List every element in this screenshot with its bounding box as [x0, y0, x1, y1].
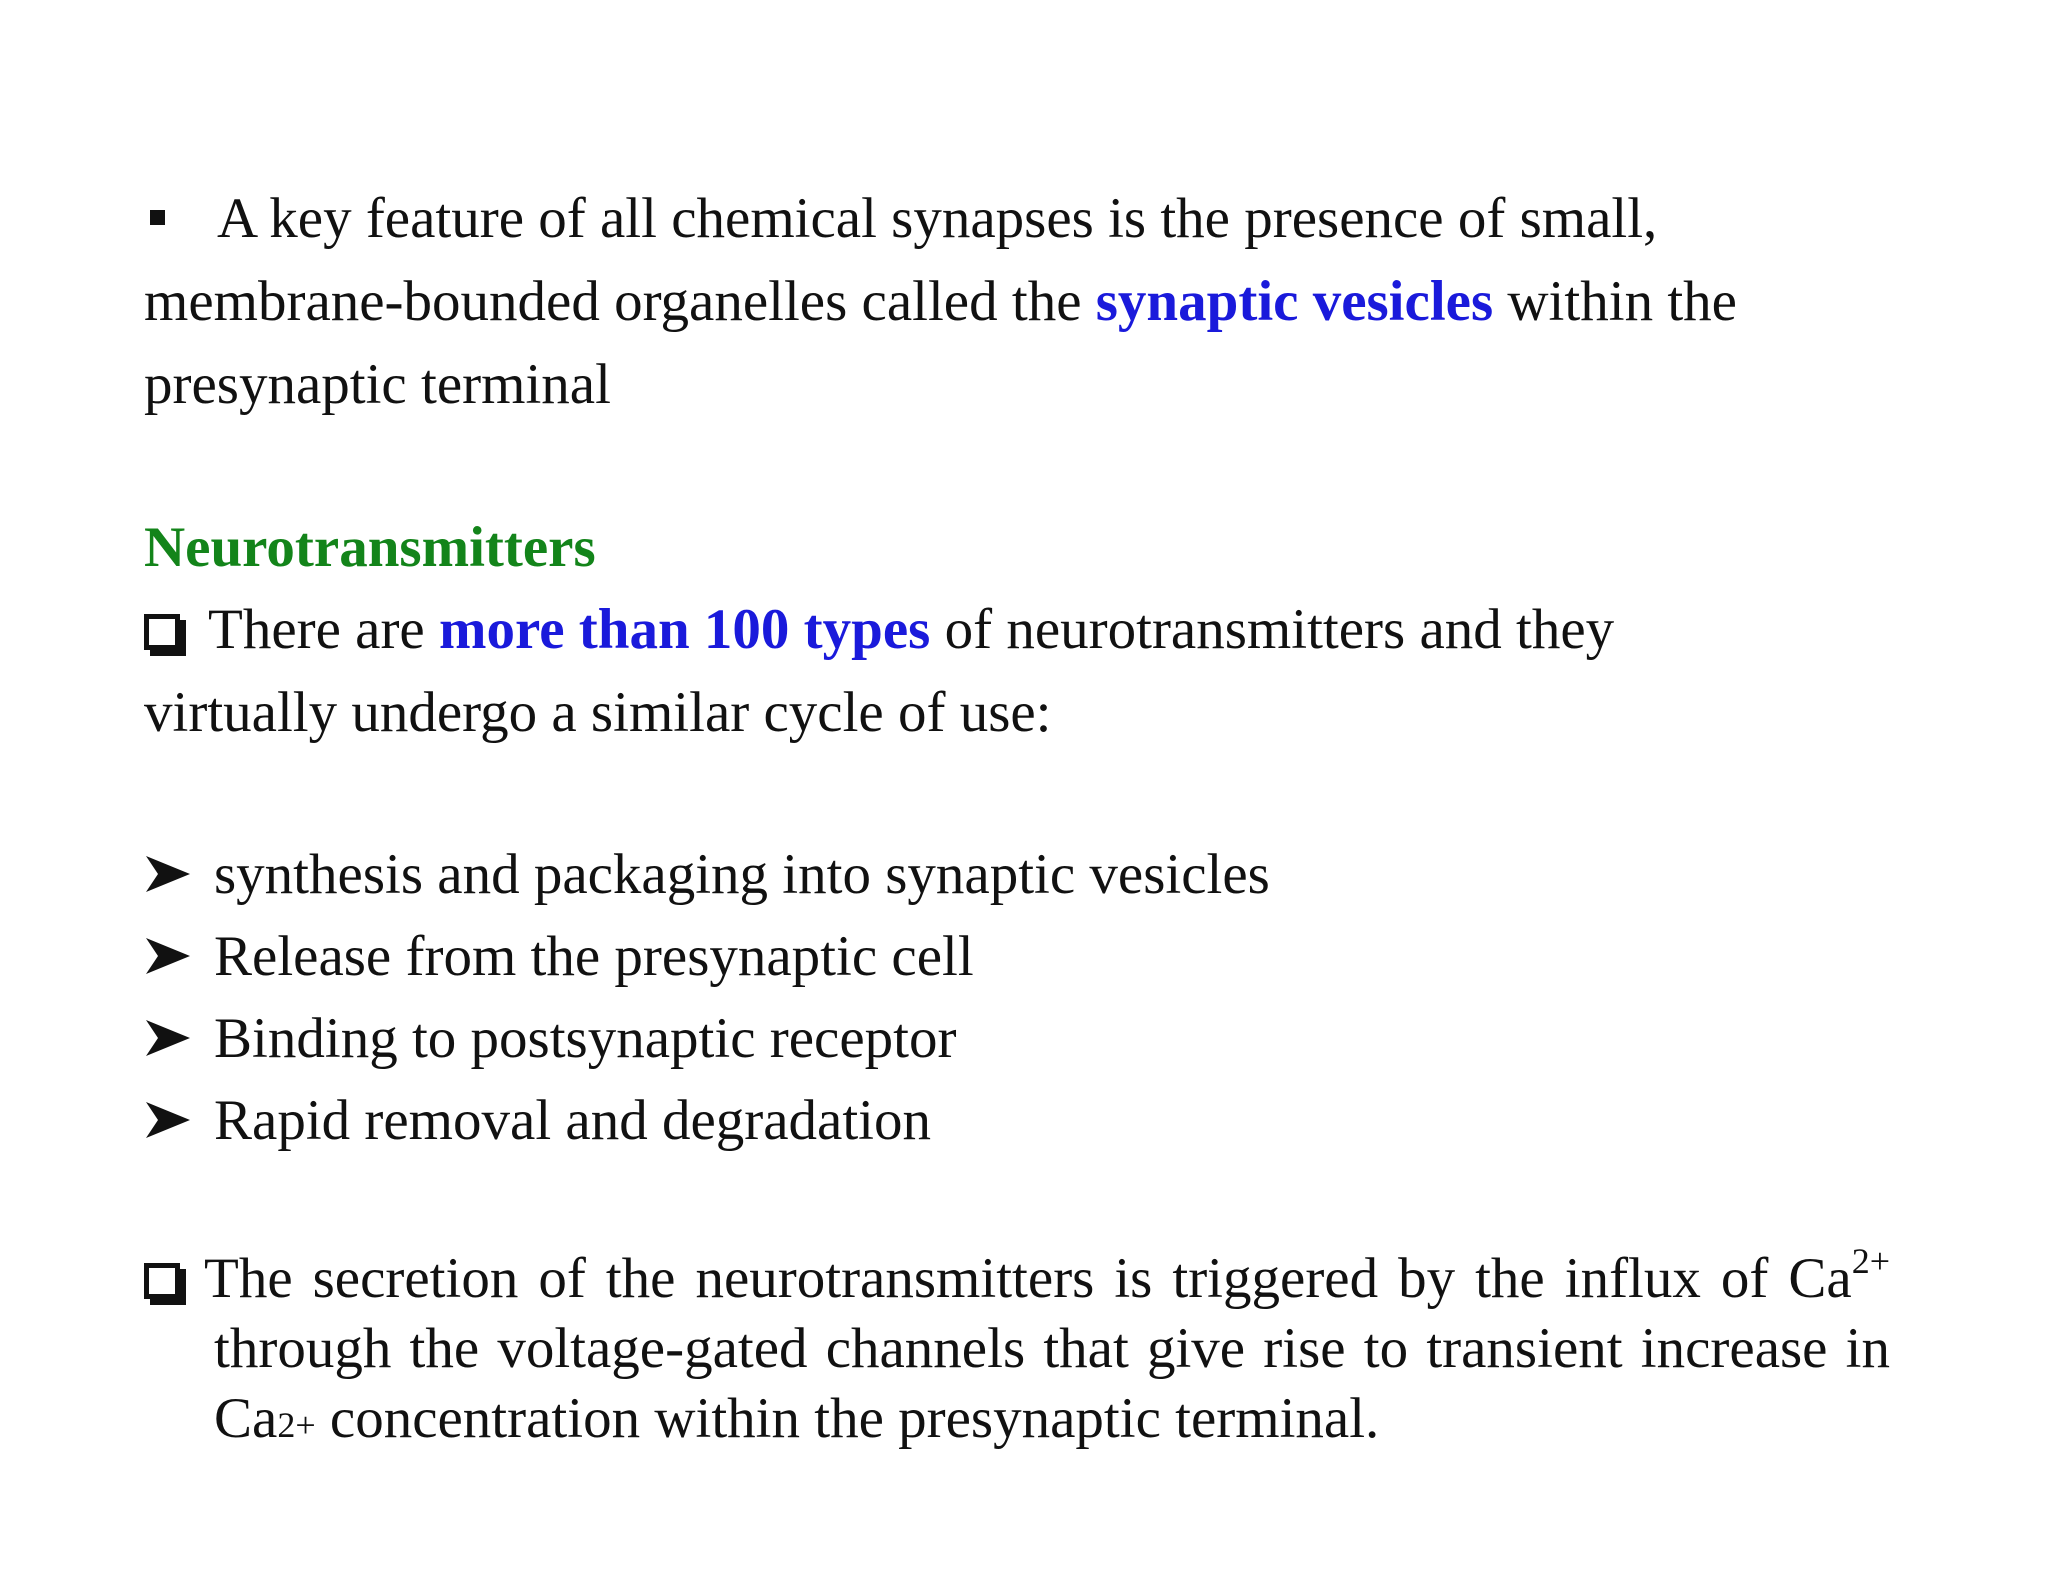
list-item [144, 1079, 1270, 1161]
calcium-charge-superscript: 2+ [1851, 1241, 1890, 1281]
secretion-line-1 [144, 1241, 1890, 1314]
secretion-text-3a: Ca [214, 1387, 278, 1450]
step-text: synthesis and packaging into synaptic vesicles [214, 842, 1270, 906]
intro-line-3 [144, 343, 1737, 426]
step-text: Rapid removal and degradation [214, 1088, 932, 1152]
secretion-text-2: through the voltage-gated channels that give rise to transient increase in [214, 1317, 1890, 1380]
intro-text-3: presynaptic terminal [144, 353, 611, 416]
list-item [144, 997, 1270, 1079]
arrowhead-bullet-icon [144, 1018, 192, 1058]
intro-text-2b: within the [1493, 270, 1737, 333]
types-text-prefix: There are [208, 598, 439, 661]
square-bullet-icon [150, 210, 165, 225]
cycle-steps-list [144, 833, 1270, 1161]
secretion-line-3: Ca 2+ concentration within the presynaptic terminal. [144, 1384, 1890, 1454]
secretion-text-1: The secretion of the neurotransmitters is triggered by the influx of Ca [204, 1247, 1852, 1310]
step-text: Binding to postsynaptic receptor [214, 1006, 957, 1070]
checkbox-bullet-icon [144, 614, 180, 650]
arrowhead-bullet-icon [144, 1100, 192, 1140]
types-paragraph [144, 588, 1614, 754]
checkbox-bullet-icon [144, 1263, 180, 1299]
intro-paragraph [144, 177, 1737, 426]
intro-text-1: A key feature of all chemical synapses is the presence of small, [217, 187, 1658, 250]
list-item [144, 833, 1270, 915]
intro-line-1 [144, 177, 1737, 260]
types-line-1 [144, 588, 1614, 671]
arrowhead-bullet-icon [144, 854, 192, 894]
arrowhead-bullet-icon [144, 936, 192, 976]
secretion-paragraph [144, 1241, 1890, 1454]
types-line-2 [144, 671, 1614, 754]
secretion-line-2 [144, 1314, 1890, 1384]
types-text-line2: virtually undergo a similar cycle of use: [144, 681, 1052, 744]
secretion-text-3b: concentration within the presynaptic terminal. [315, 1387, 1380, 1450]
types-count-highlight: more than 100 types [438, 598, 931, 661]
intro-text-2a: membrane-bounded organelles called the [144, 270, 1096, 333]
synaptic-vesicles-highlight: synaptic vesicles [1095, 270, 1494, 333]
section-heading: Neurotransmitters [144, 516, 596, 579]
intro-line-2 [144, 260, 1737, 343]
types-text-suffix: of neurotransmitters and they [930, 598, 1615, 661]
step-text: Release from the presynaptic cell [214, 924, 974, 988]
list-item [144, 915, 1270, 997]
